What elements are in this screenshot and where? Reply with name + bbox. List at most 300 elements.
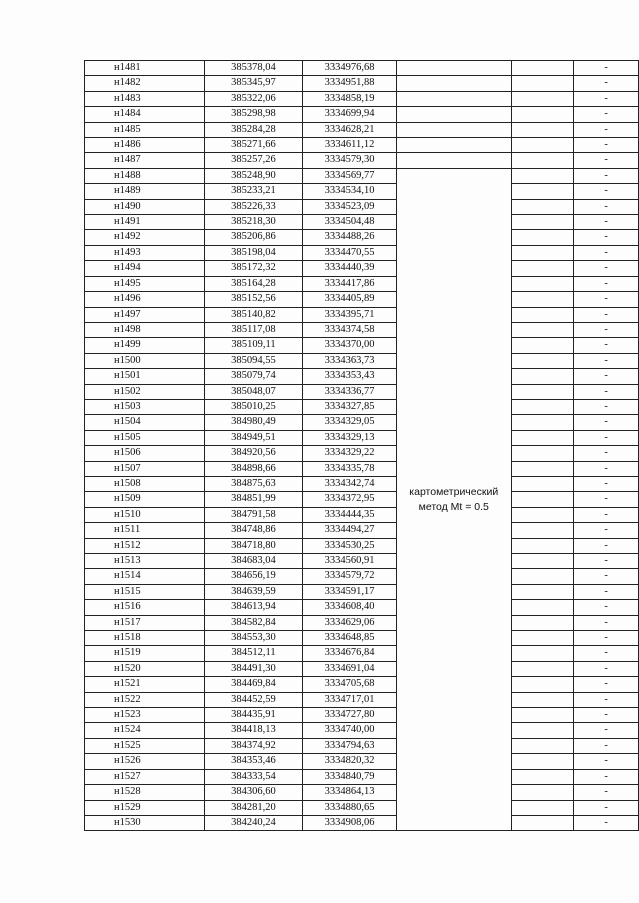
point-name-cell: н1518 <box>85 631 205 646</box>
table-row <box>85 507 639 522</box>
x-coordinate-cell: 384452,59 <box>204 692 303 707</box>
table-row <box>85 708 639 723</box>
empty-cell <box>511 754 574 769</box>
empty-cell <box>511 492 574 507</box>
method-cell-empty <box>396 153 511 168</box>
y-coordinate-cell: 3334608,40 <box>303 600 396 615</box>
empty-cell <box>511 692 574 707</box>
dash-cell: - <box>574 369 639 384</box>
x-coordinate-cell: 384656,19 <box>204 569 303 584</box>
dash-cell: - <box>574 507 639 522</box>
table-row <box>85 661 639 676</box>
y-coordinate-cell: 3334395,71 <box>303 307 396 322</box>
empty-cell <box>511 600 574 615</box>
dash-cell: - <box>574 800 639 815</box>
dash-cell: - <box>574 122 639 137</box>
table-row <box>85 569 639 584</box>
dash-cell: - <box>574 476 639 491</box>
x-coordinate-cell: 385094,55 <box>204 353 303 368</box>
point-name-cell: н1483 <box>85 91 205 106</box>
y-coordinate-cell: 3334336,77 <box>303 384 396 399</box>
y-coordinate-cell: 3334329,13 <box>303 430 396 445</box>
x-coordinate-cell: 384281,20 <box>204 800 303 815</box>
table-row <box>85 353 639 368</box>
table-row <box>85 461 639 476</box>
dash-cell: - <box>574 538 639 553</box>
dash-cell: - <box>574 615 639 630</box>
empty-cell <box>511 769 574 784</box>
dash-cell: - <box>574 554 639 569</box>
dash-cell: - <box>574 646 639 661</box>
dash-cell: - <box>574 76 639 91</box>
point-name-cell: н1509 <box>85 492 205 507</box>
dash-cell: - <box>574 631 639 646</box>
empty-cell <box>511 76 574 91</box>
x-coordinate-cell: 384791,58 <box>204 507 303 522</box>
method-cell-empty <box>396 107 511 122</box>
dash-cell: - <box>574 292 639 307</box>
dash-cell: - <box>574 492 639 507</box>
empty-cell <box>511 107 574 122</box>
empty-cell <box>511 723 574 738</box>
dash-cell: - <box>574 785 639 800</box>
empty-cell <box>511 507 574 522</box>
point-name-cell: н1491 <box>85 215 205 230</box>
empty-cell <box>511 415 574 430</box>
dash-cell: - <box>574 107 639 122</box>
x-coordinate-cell: 385284,28 <box>204 122 303 137</box>
point-name-cell: н1500 <box>85 353 205 368</box>
empty-cell <box>511 708 574 723</box>
table-row <box>85 723 639 738</box>
x-coordinate-cell: 385322,06 <box>204 91 303 106</box>
y-coordinate-cell: 3334470,55 <box>303 245 396 260</box>
empty-cell <box>511 199 574 214</box>
point-name-cell: н1497 <box>85 307 205 322</box>
table-row <box>85 307 639 322</box>
empty-cell <box>511 322 574 337</box>
x-coordinate-cell: 385206,86 <box>204 230 303 245</box>
point-name-cell: н1526 <box>85 754 205 769</box>
dash-cell: - <box>574 738 639 753</box>
x-coordinate-cell: 384469,84 <box>204 677 303 692</box>
dash-cell: - <box>574 815 639 830</box>
x-coordinate-cell: 385164,28 <box>204 276 303 291</box>
x-coordinate-cell: 384875,63 <box>204 476 303 491</box>
y-coordinate-cell: 3334444,35 <box>303 507 396 522</box>
point-name-cell: н1495 <box>85 276 205 291</box>
table-row <box>85 415 639 430</box>
y-coordinate-cell: 3334951,88 <box>303 76 396 91</box>
table-row <box>85 384 639 399</box>
y-coordinate-cell: 3334840,79 <box>303 769 396 784</box>
dash-cell: - <box>574 600 639 615</box>
y-coordinate-cell: 3334864,13 <box>303 785 396 800</box>
y-coordinate-cell: 3334329,22 <box>303 446 396 461</box>
y-coordinate-cell: 3334363,73 <box>303 353 396 368</box>
empty-cell <box>511 245 574 260</box>
y-coordinate-cell: 3334880,65 <box>303 800 396 815</box>
empty-cell <box>511 276 574 291</box>
y-coordinate-cell: 3334534,10 <box>303 184 396 199</box>
method-cell <box>396 168 511 830</box>
table-row <box>85 538 639 553</box>
table-row <box>85 276 639 291</box>
dash-cell: - <box>574 754 639 769</box>
table-row <box>85 615 639 630</box>
point-name-cell: н1519 <box>85 646 205 661</box>
point-name-cell: н1481 <box>85 61 205 76</box>
dash-cell: - <box>574 769 639 784</box>
dash-cell: - <box>574 723 639 738</box>
empty-cell <box>511 476 574 491</box>
point-name-cell: н1516 <box>85 600 205 615</box>
x-coordinate-cell: 384306,60 <box>204 785 303 800</box>
empty-cell <box>511 785 574 800</box>
empty-cell <box>511 61 574 76</box>
table-row <box>85 107 639 122</box>
table-row <box>85 369 639 384</box>
point-name-cell: н1508 <box>85 476 205 491</box>
empty-cell <box>511 91 574 106</box>
y-coordinate-cell: 3334353,43 <box>303 369 396 384</box>
table-row <box>85 815 639 830</box>
table-row <box>85 245 639 260</box>
table-row <box>85 292 639 307</box>
y-coordinate-cell: 3334374,58 <box>303 322 396 337</box>
y-coordinate-cell: 3334699,94 <box>303 107 396 122</box>
point-name-cell: н1492 <box>85 230 205 245</box>
dash-cell: - <box>574 184 639 199</box>
table-row <box>85 230 639 245</box>
table-row <box>85 754 639 769</box>
dash-cell: - <box>574 569 639 584</box>
y-coordinate-cell: 3334628,21 <box>303 122 396 137</box>
x-coordinate-cell: 384435,91 <box>204 708 303 723</box>
y-coordinate-cell: 3334440,39 <box>303 261 396 276</box>
table-row <box>85 430 639 445</box>
table-row <box>85 677 639 692</box>
y-coordinate-cell: 3334504,48 <box>303 215 396 230</box>
table-row <box>85 692 639 707</box>
empty-cell <box>511 815 574 830</box>
x-coordinate-cell: 385345,97 <box>204 76 303 91</box>
point-name-cell: н1528 <box>85 785 205 800</box>
dash-cell: - <box>574 276 639 291</box>
empty-cell <box>511 538 574 553</box>
empty-cell <box>511 446 574 461</box>
y-coordinate-cell: 3334530,25 <box>303 538 396 553</box>
dash-cell: - <box>574 584 639 599</box>
table-row <box>85 215 639 230</box>
table-row <box>85 122 639 137</box>
y-coordinate-cell: 3334569,77 <box>303 168 396 183</box>
empty-cell <box>511 215 574 230</box>
coordinates-table-body <box>85 61 639 831</box>
empty-cell <box>511 369 574 384</box>
dash-cell: - <box>574 415 639 430</box>
point-name-cell: н1514 <box>85 569 205 584</box>
empty-cell <box>511 569 574 584</box>
x-coordinate-cell: 384353,46 <box>204 754 303 769</box>
x-coordinate-cell: 384718,80 <box>204 538 303 553</box>
y-coordinate-cell: 3334908,06 <box>303 815 396 830</box>
y-coordinate-cell: 3334579,30 <box>303 153 396 168</box>
point-name-cell: н1501 <box>85 369 205 384</box>
empty-cell <box>511 307 574 322</box>
y-coordinate-cell: 3334329,05 <box>303 415 396 430</box>
table-row <box>85 646 639 661</box>
y-coordinate-cell: 3334494,27 <box>303 523 396 538</box>
y-coordinate-cell: 3334579,72 <box>303 569 396 584</box>
table-row <box>85 492 639 507</box>
method-cell-empty <box>396 91 511 106</box>
x-coordinate-cell: 384418,13 <box>204 723 303 738</box>
empty-cell <box>511 461 574 476</box>
x-coordinate-cell: 384851,99 <box>204 492 303 507</box>
table-row <box>85 476 639 491</box>
x-coordinate-cell: 385048,07 <box>204 384 303 399</box>
table-row <box>85 153 639 168</box>
table-row <box>85 523 639 538</box>
dash-cell: - <box>574 91 639 106</box>
dash-cell: - <box>574 399 639 414</box>
empty-cell <box>511 615 574 630</box>
x-coordinate-cell: 384748,86 <box>204 523 303 538</box>
y-coordinate-cell: 3334335,78 <box>303 461 396 476</box>
coordinates-table <box>84 60 639 831</box>
table-row <box>85 322 639 337</box>
dash-cell: - <box>574 384 639 399</box>
point-name-cell: н1512 <box>85 538 205 553</box>
empty-cell <box>511 523 574 538</box>
dash-cell: - <box>574 338 639 353</box>
point-name-cell: н1488 <box>85 168 205 183</box>
table-row <box>85 738 639 753</box>
x-coordinate-cell: 384333,54 <box>204 769 303 784</box>
y-coordinate-cell: 3334342,74 <box>303 476 396 491</box>
y-coordinate-cell: 3334648,85 <box>303 631 396 646</box>
x-coordinate-cell: 384491,30 <box>204 661 303 676</box>
point-name-cell: н1504 <box>85 415 205 430</box>
y-coordinate-cell: 3334370,00 <box>303 338 396 353</box>
y-coordinate-cell: 3334717,01 <box>303 692 396 707</box>
y-coordinate-cell: 3334794,63 <box>303 738 396 753</box>
table-row <box>85 76 639 91</box>
point-name-cell: н1498 <box>85 322 205 337</box>
table-row <box>85 261 639 276</box>
empty-cell <box>511 430 574 445</box>
x-coordinate-cell: 384240,24 <box>204 815 303 830</box>
dash-cell: - <box>574 153 639 168</box>
dash-cell: - <box>574 708 639 723</box>
point-name-cell: н1505 <box>85 430 205 445</box>
y-coordinate-cell: 3334676,84 <box>303 646 396 661</box>
x-coordinate-cell: 384512,11 <box>204 646 303 661</box>
x-coordinate-cell: 384582,84 <box>204 615 303 630</box>
y-coordinate-cell: 3334327,85 <box>303 399 396 414</box>
dash-cell: - <box>574 461 639 476</box>
dash-cell: - <box>574 446 639 461</box>
y-coordinate-cell: 3334740,00 <box>303 723 396 738</box>
x-coordinate-cell: 385172,32 <box>204 261 303 276</box>
point-name-cell: н1493 <box>85 245 205 260</box>
table-row <box>85 168 639 183</box>
empty-cell <box>511 261 574 276</box>
x-coordinate-cell: 385079,74 <box>204 369 303 384</box>
empty-cell <box>511 184 574 199</box>
table-row <box>85 199 639 214</box>
x-coordinate-cell: 384898,66 <box>204 461 303 476</box>
dash-cell: - <box>574 230 639 245</box>
point-name-cell: н1517 <box>85 615 205 630</box>
dash-cell: - <box>574 199 639 214</box>
point-name-cell: н1521 <box>85 677 205 692</box>
dash-cell: - <box>574 61 639 76</box>
point-name-cell: н1523 <box>85 708 205 723</box>
method-label-line1: картометрический <box>409 486 499 499</box>
dash-cell: - <box>574 677 639 692</box>
empty-cell <box>511 292 574 307</box>
x-coordinate-cell: 385257,26 <box>204 153 303 168</box>
point-name-cell: н1503 <box>85 399 205 414</box>
point-name-cell: н1527 <box>85 769 205 784</box>
y-coordinate-cell: 3334629,06 <box>303 615 396 630</box>
empty-cell <box>511 738 574 753</box>
method-cell-empty <box>396 138 511 153</box>
empty-cell <box>511 168 574 183</box>
dash-cell: - <box>574 138 639 153</box>
point-name-cell: н1507 <box>85 461 205 476</box>
y-coordinate-cell: 3334976,68 <box>303 61 396 76</box>
table-row <box>85 631 639 646</box>
y-coordinate-cell: 3334591,17 <box>303 584 396 599</box>
x-coordinate-cell: 385117,08 <box>204 322 303 337</box>
table-row <box>85 554 639 569</box>
empty-cell <box>511 153 574 168</box>
x-coordinate-cell: 385140,82 <box>204 307 303 322</box>
method-cell-empty <box>396 61 511 76</box>
x-coordinate-cell: 384639,59 <box>204 584 303 599</box>
point-name-cell: н1486 <box>85 138 205 153</box>
table-row <box>85 446 639 461</box>
dash-cell: - <box>574 322 639 337</box>
point-name-cell: н1494 <box>85 261 205 276</box>
x-coordinate-cell: 384980,49 <box>204 415 303 430</box>
dash-cell: - <box>574 168 639 183</box>
y-coordinate-cell: 3334488,26 <box>303 230 396 245</box>
empty-cell <box>511 399 574 414</box>
table-row <box>85 399 639 414</box>
table-row <box>85 785 639 800</box>
table-row <box>85 91 639 106</box>
x-coordinate-cell: 385152,56 <box>204 292 303 307</box>
dash-cell: - <box>574 215 639 230</box>
method-label-line2: метод Mt = 0.5 <box>418 500 489 513</box>
empty-cell <box>511 138 574 153</box>
x-coordinate-cell: 384553,30 <box>204 631 303 646</box>
dash-cell: - <box>574 661 639 676</box>
x-coordinate-cell: 385198,04 <box>204 245 303 260</box>
empty-cell <box>511 230 574 245</box>
x-coordinate-cell: 384949,51 <box>204 430 303 445</box>
x-coordinate-cell: 385233,21 <box>204 184 303 199</box>
x-coordinate-cell: 385218,30 <box>204 215 303 230</box>
dash-cell: - <box>574 261 639 276</box>
y-coordinate-cell: 3334727,80 <box>303 708 396 723</box>
empty-cell <box>511 631 574 646</box>
point-name-cell: н1502 <box>85 384 205 399</box>
table-row <box>85 61 639 76</box>
dash-cell: - <box>574 692 639 707</box>
x-coordinate-cell: 385298,98 <box>204 107 303 122</box>
empty-cell <box>511 554 574 569</box>
point-name-cell: н1511 <box>85 523 205 538</box>
point-name-cell: н1530 <box>85 815 205 830</box>
point-name-cell: н1510 <box>85 507 205 522</box>
y-coordinate-cell: 3334820,32 <box>303 754 396 769</box>
empty-cell <box>511 661 574 676</box>
point-name-cell: н1515 <box>85 584 205 599</box>
y-coordinate-cell: 3334523,09 <box>303 199 396 214</box>
x-coordinate-cell: 384920,56 <box>204 446 303 461</box>
point-name-cell: н1513 <box>85 554 205 569</box>
point-name-cell: н1525 <box>85 738 205 753</box>
dash-cell: - <box>574 307 639 322</box>
table-row <box>85 338 639 353</box>
table-row <box>85 769 639 784</box>
dash-cell: - <box>574 245 639 260</box>
point-name-cell: н1485 <box>85 122 205 137</box>
table-row <box>85 584 639 599</box>
x-coordinate-cell: 384613,94 <box>204 600 303 615</box>
table-row <box>85 600 639 615</box>
y-coordinate-cell: 3334705,68 <box>303 677 396 692</box>
point-name-cell: н1499 <box>85 338 205 353</box>
table-row <box>85 800 639 815</box>
y-coordinate-cell: 3334691,04 <box>303 661 396 676</box>
point-name-cell: н1489 <box>85 184 205 199</box>
point-name-cell: н1482 <box>85 76 205 91</box>
point-name-cell: н1484 <box>85 107 205 122</box>
x-coordinate-cell: 384374,92 <box>204 738 303 753</box>
y-coordinate-cell: 3334405,89 <box>303 292 396 307</box>
point-name-cell: н1496 <box>85 292 205 307</box>
y-coordinate-cell: 3334417,86 <box>303 276 396 291</box>
dash-cell: - <box>574 353 639 368</box>
x-coordinate-cell: 384683,04 <box>204 554 303 569</box>
empty-cell <box>511 122 574 137</box>
x-coordinate-cell: 385226,33 <box>204 199 303 214</box>
point-name-cell: н1506 <box>85 446 205 461</box>
empty-cell <box>511 353 574 368</box>
x-coordinate-cell: 385109,11 <box>204 338 303 353</box>
empty-cell <box>511 338 574 353</box>
method-cell-empty <box>396 76 511 91</box>
method-cell-empty <box>396 122 511 137</box>
empty-cell <box>511 584 574 599</box>
empty-cell <box>511 677 574 692</box>
empty-cell <box>511 646 574 661</box>
y-coordinate-cell: 3334611,12 <box>303 138 396 153</box>
dash-cell: - <box>574 430 639 445</box>
x-coordinate-cell: 385271,66 <box>204 138 303 153</box>
point-name-cell: н1490 <box>85 199 205 214</box>
point-name-cell: н1522 <box>85 692 205 707</box>
y-coordinate-cell: 3334858,19 <box>303 91 396 106</box>
y-coordinate-cell: 3334372,95 <box>303 492 396 507</box>
dash-cell: - <box>574 523 639 538</box>
